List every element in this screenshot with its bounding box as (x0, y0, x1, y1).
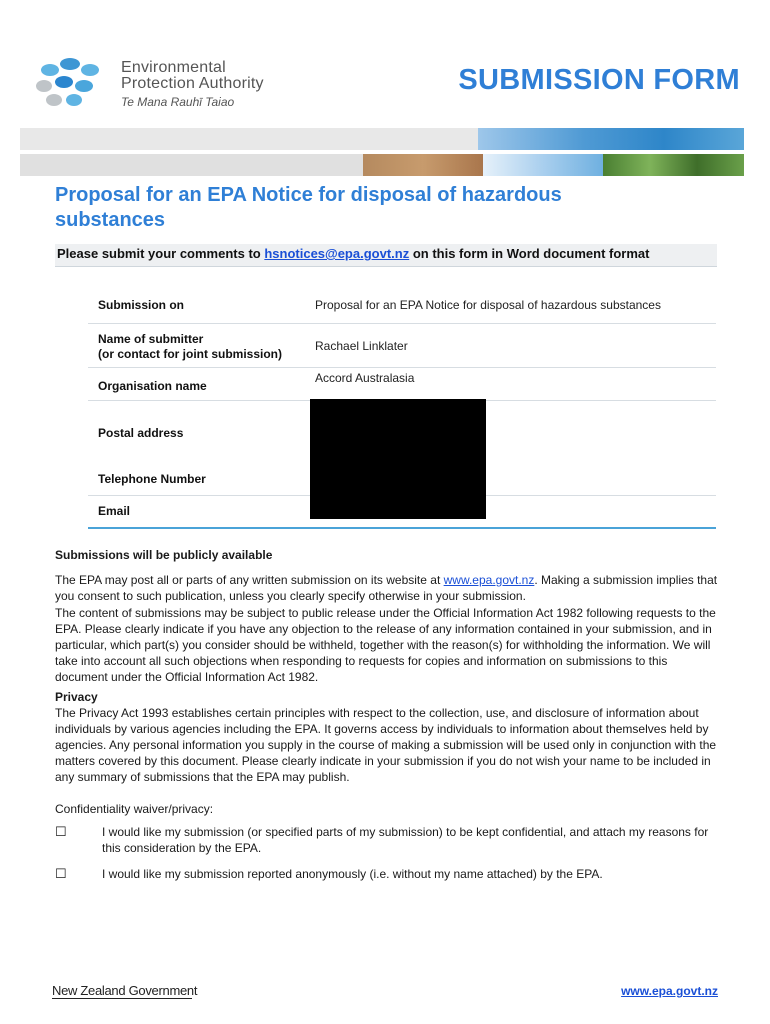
publication-heading-text: Submissions will be publicly available (55, 548, 273, 562)
document-title: Proposal for an EPA Notice for disposal of hazardous substances (55, 184, 562, 231)
nz-government-text: New Zealand Government (52, 983, 198, 998)
epa-website-link[interactable]: www.epa.govt.nz (443, 573, 535, 587)
org-maori-name: Te Mana Rauhī Taiao (121, 95, 235, 109)
organisation-value: Accord Australasia (315, 371, 415, 385)
confidential-option-label: I would like my submission (or specified parts of my submission) to be kept confidential, and attach my reasons for this consideration by the EPA. (102, 825, 709, 855)
telephone-label: Telephone Number (98, 472, 206, 486)
checkbox-icon[interactable]: ☐ (55, 866, 67, 881)
confidentiality-heading: Confidentiality waiver/privacy: (55, 802, 214, 816)
submit-email-link[interactable]: hsnotices@epa.govt.nz (264, 246, 410, 261)
header-banner-top (20, 128, 744, 150)
submitter-label-line2: (or contact for joint submission) (98, 347, 283, 361)
publication-heading (55, 547, 723, 563)
org-name-line2: Protection Authority (121, 75, 264, 92)
redacted-contact-block (310, 399, 486, 519)
submit-note-suffix: on this form in Word document format (409, 246, 650, 261)
privacy-heading-text: Privacy (55, 690, 98, 704)
email-label: Email (98, 504, 131, 518)
row-organisation (88, 368, 716, 401)
submission-on-label: Submission on (98, 298, 185, 312)
epa-logo (36, 56, 286, 116)
submitter-label-line1: Name of submitter (98, 332, 204, 346)
publication-paragraph-2: The content of submissions may be subject to public release under the Official Information Act 1982 following requests to the EPA. Please clearly indicate if you have any objection to the release of any information contained in your submission, and in particular, which part(s) you consider should be withheld, together with the reason(s) for withholding the information. We will take into account all such objections when responding to requests for copies and information on submissions to this document under the Official Information Act 1982. (55, 606, 716, 684)
submitter-value: Rachael Linklater (315, 339, 408, 353)
privacy-paragraph: The Privacy Act 1993 establishes certain principles with respect to the collection, use, and disclosure of information about individuals by various agencies including the EPA. It governs access by individuals to information about themselves held by agencies. Any personal information you supply in the course of making a submission will be used only in conjunction with the matters covered by this document. Please clearly indicate in your submission if you do not wish your name to be included in any summary of submissions that the EPA may publish. (55, 706, 717, 784)
header-banner-bottom (20, 154, 744, 176)
form-title: SUBMISSION FORM (458, 64, 740, 96)
logo-text (121, 60, 264, 110)
postal-address-label: Postal address (98, 426, 184, 440)
row-submission-on (88, 286, 716, 324)
para1-suffix: . Making a submission implies that you consent to such publication, unless you clearly specify otherwise in your submission. (55, 573, 718, 603)
privacy-heading (55, 689, 723, 705)
submitter-label (98, 332, 282, 362)
footer-website-link[interactable]: www.epa.govt.nz (621, 984, 718, 998)
banner-sky-image (478, 128, 744, 150)
org-name-line1: Environmental (121, 59, 226, 76)
submission-on-value: Proposal for an EPA Notice for disposal of hazardous substances (315, 298, 661, 312)
anonymous-option-label: I would like my submission reported anonymously (i.e. without my name attached) by the EPA. (102, 867, 603, 881)
banner-sand-image (363, 154, 483, 176)
submit-note-prefix: Please submit your comments to (57, 246, 265, 261)
checkbox-icon[interactable]: ☐ (55, 824, 67, 839)
banner-fern-image (603, 154, 744, 176)
publication-paragraph-1 (55, 572, 723, 604)
epa-logo-icon (36, 56, 116, 112)
para1-prefix: The EPA may post all or parts of any written submission on its website at (55, 573, 444, 587)
organisation-label: Organisation name (98, 379, 207, 393)
nz-government-logo (52, 983, 197, 999)
nz-government-rule (52, 998, 192, 999)
row-submitter (88, 324, 716, 368)
submit-instructions (55, 244, 717, 267)
banner-water-image (483, 154, 603, 176)
